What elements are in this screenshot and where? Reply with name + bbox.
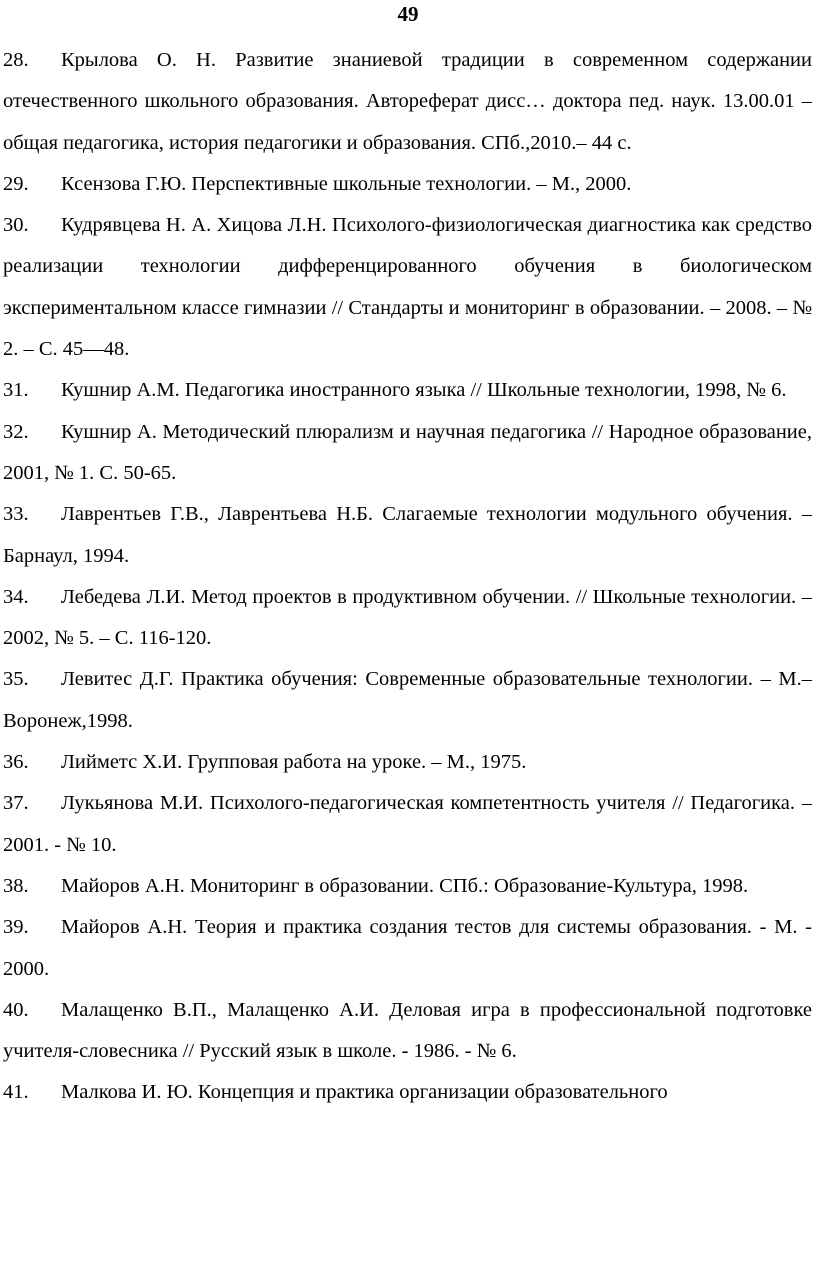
reference-number: 34. [3, 585, 29, 608]
reference-number: 40. [3, 998, 29, 1021]
reference-item [3, 370, 812, 411]
reference-item [3, 783, 812, 866]
reference-text: Кушнир А. Методический плюрализм и научная педагогика // Народное образование, 2001, № 1. С. 50-65. [3, 420, 812, 484]
reference-text: Лийметс Х.И. Групповая работа на уроке. – М., 1975. [61, 751, 527, 774]
reference-item [3, 659, 812, 742]
reference-text: Лаврентьев Г.В., Лаврентьева Н.Б. Слагаемые технологии модульного обучения. – Барнаул, 1994. [3, 503, 812, 567]
reference-item [3, 494, 812, 577]
reference-list [3, 40, 812, 1114]
reference-number: 36. [3, 751, 29, 774]
reference-number: 30. [3, 214, 29, 237]
reference-item [3, 990, 812, 1073]
reference-text: Крылова О. Н. Развитие знаниевой традиции в современном содержании отечественного школьного образования. Автореферат дисс… доктора пед. наук. 13.00.01 – общая педагогика, история педагогики и образования. СПб.,2010.– 44 с. [3, 49, 812, 154]
reference-number: 35. [3, 668, 29, 691]
reference-number: 28. [3, 49, 29, 71]
reference-item [3, 164, 812, 205]
reference-text: Малкова И. Ю. Концепция и практика организации образовательного [61, 1081, 668, 1104]
reference-text: Кушнир А.М. Педагогика иностранного языка // Школьные технологии, 1998, № 6. [61, 379, 787, 402]
reference-number: 33. [3, 503, 29, 526]
reference-text: Левитес Д.Г. Практика обучения: Современные образовательные технологии. – М.– Воронеж,1998. [3, 668, 812, 732]
reference-text: Кудрявцева Н. А. Хицова Л.Н. Психолого-физиологическая диагностика как средство реализации технологии дифференцированного обучения в биологическом экспериментальном классе гимназии // Стандарты и мониторинг в образовании. – 2008. – № 2. – С. 45—48. [3, 214, 812, 361]
reference-text: Лебедева Л.И. Метод проектов в продуктивном обучении. // Школьные технологии. – 2002, № 5. – С. 116-120. [3, 585, 812, 650]
reference-item [3, 205, 812, 370]
reference-text: Майоров А.Н. Мониторинг в образовании. СПб.: Образование-Культура, 1998. [61, 874, 749, 897]
reference-number: 31. [3, 379, 29, 402]
reference-number: 29. [3, 172, 29, 195]
reference-text: Майоров А.Н. Теория и практика создания тестов для системы образования. - М. - 2000. [3, 916, 812, 980]
reference-item [3, 577, 812, 660]
reference-item [3, 907, 812, 990]
reference-item [3, 866, 812, 907]
reference-number: 39. [3, 916, 29, 939]
reference-text: Лукьянова М.И. Психолого-педагогическая компетентность учителя // Педагогика. – 2001. - № 10. [3, 792, 812, 856]
reference-text: Малащенко В.П., Малащенко А.И. Деловая игра в профессиональной подготовке учителя-словесника // Русский язык в школе. - 1986. - № 6. [3, 998, 812, 1063]
reference-item [3, 742, 812, 783]
reference-number: 32. [3, 420, 29, 443]
reference-item [3, 1072, 812, 1113]
reference-item [3, 412, 812, 495]
reference-number: 41. [3, 1081, 29, 1104]
reference-text: Ксензова Г.Ю. Перспективные школьные технологии. – М., 2000. [61, 172, 632, 195]
reference-number: 38. [3, 874, 29, 897]
reference-item [3, 40, 812, 164]
reference-number: 37. [3, 792, 29, 815]
page-number: 49 [397, 2, 419, 26]
